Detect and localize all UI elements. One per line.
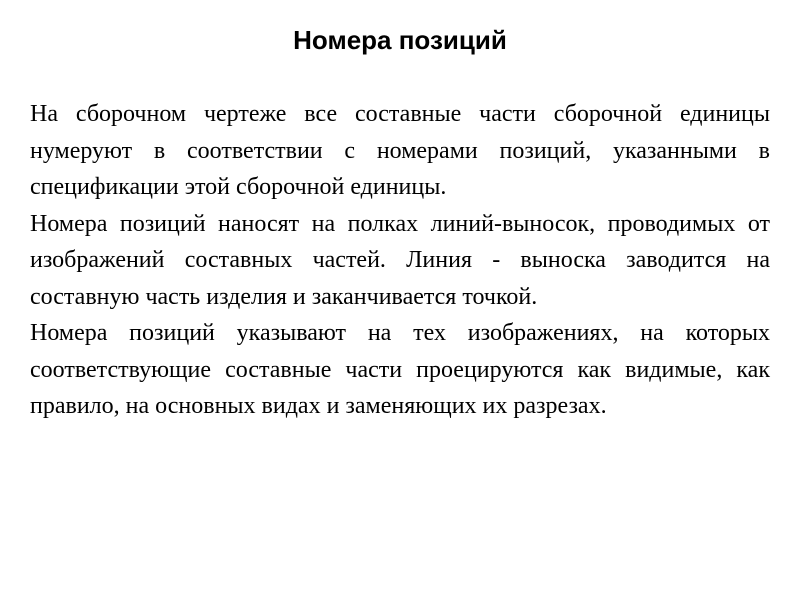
paragraph-1: На сборочном чертеже все составные части сборочной единицы нумеруют в соответствии с номерами позиций, указанными в спецификации этой сборочной единицы.	[30, 101, 770, 200]
slide-body	[30, 96, 770, 425]
paragraph-2: Номера позиций наносят на полках линий-выносок, проводимых от изображений составных частей. Линия - выноска заводится на составную часть изделия и заканчивается точкой.	[30, 210, 770, 310]
paragraph-3: Номера позиций указывают на тех изображениях, на которых соответствующие составные части проецируются как видимые, как правило, на основных видах и заменяющих их разрезах.	[30, 320, 770, 419]
slide-title: Номера позиций	[293, 25, 507, 55]
